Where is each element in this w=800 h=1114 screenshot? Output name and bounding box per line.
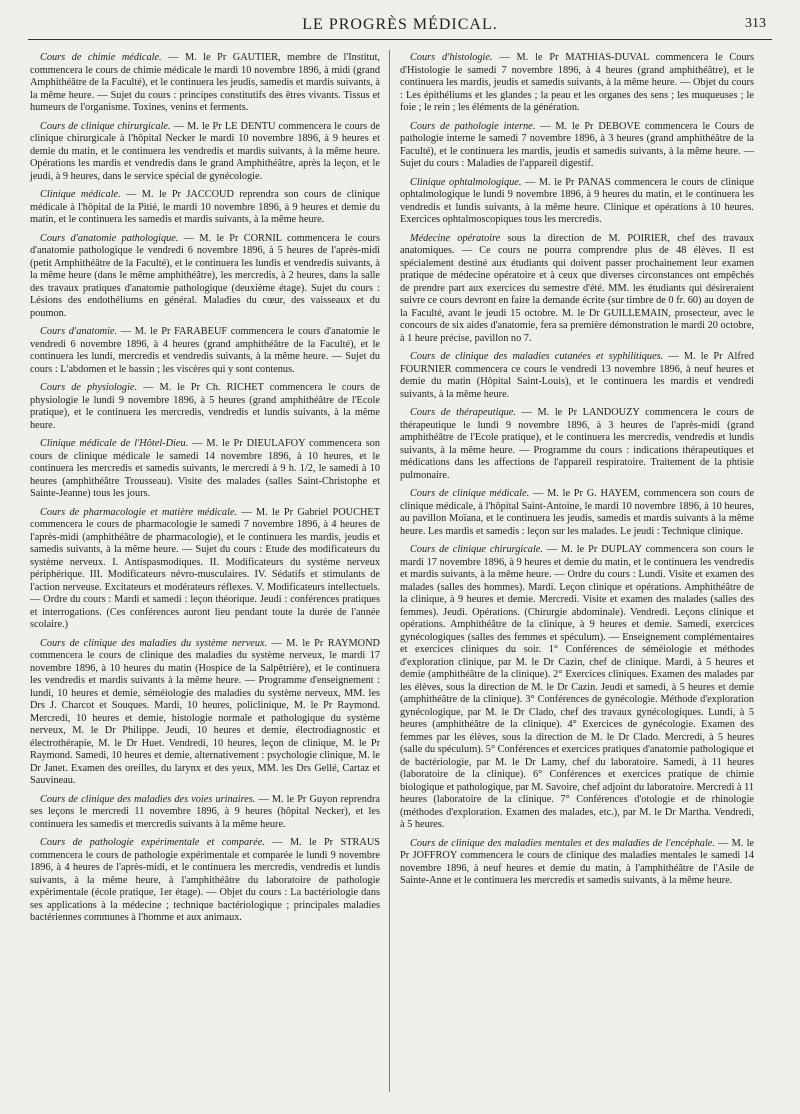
course-heading: Cours d'anatomie pathologique. <box>40 232 179 244</box>
course-notice <box>30 233 380 321</box>
course-body: — M. le Pr LANDOUZY commencera le cours de thérapeutique le lundi 9 novembre 1896, à 3 heures de l'après-midi (grand amphithéâtre de l'Ecole pratique), et le continuera les mercredis, vendredis et lundis suivants, à la même heure. — Programme du cours : indications thérapeutiques et médications dans les affections de l'appareil respiratoire. Traitement de la phtisie pulmonaire. <box>400 407 755 481</box>
course-body: — M. le Pr MATHIAS-DUVAL commencera le Cours d'Histologie le samedi 7 novembre 1896, à 4 heures (grand amphithéâtre), et le continuera les mardis, jeudis et samedis suivants, à la même heure. — Objet du cours : Les épithéliums et les glandes ; la peau et les organes des sens ; les muqueuses ; le foie ; le rein ; les éléments de la génération. <box>400 52 755 113</box>
course-heading: Cours de pharmacologie et matière médicale. <box>40 506 238 518</box>
course-body: — M. le Pr JOFFROY commencera le cours de clinique des maladies mentales le samedi 14 novembre 1896, à neuf heures et demie du matin, à l'amphithéâtre de l'Asile de Sainte-Anne et le continuera les mercredis et samedis suivants, à la même heure. <box>400 837 754 886</box>
course-body: — M. le Pr DEBOVE commencera le Cours de pathologie interne le samedi 7 novembre 1896, à 3 heures (grand amphithéâtre de la Faculté), et le continuera les mardis, jeudis et samedis suivants, à la même heure. — Sujet du cours : Maladies de l'appareil digestif. <box>400 120 755 169</box>
course-heading: Clinique médicale. <box>40 189 121 200</box>
course-notice <box>30 121 380 184</box>
course-body: — M. le Pr FARABEUF commencera le cours d'anatomie le vendredi 6 novembre 1896, à 4 heures (grand amphithéâtre de la Faculté), et le continuera les lundi, mercredis et vendredis suivants, à la même heure. — Sujet du cours : L'abdomen et le bassin ; les viscères qui y sont contenus. <box>30 326 380 375</box>
right-column <box>400 52 754 894</box>
course-body: — M. le Pr GAUTIER, membre de l'Institut, commencera le cours de chimie médicale le mardi 10 novembre 1896, à midi (grand Amphithéâtre de la Faculté), et le continuera les jeudis, samedis et mardis suivants, à la même heure. — Sujet du cours : principes constitutifs des êtres vivants. Tissus et humeurs de l'organisme. Toxines, venins et ferments. <box>30 52 381 113</box>
course-body: — M. le Pr DUPLAY commencera son cours le mardi 17 novembre 1896, à 9 heures et demie du matin, et le continuera les vendredis et mardis suivants, à la même heure. — Ordre du cours : Lundi. Visite et examen des malades (salles des hommes). Mardi. Leçon clinique et opérations. Amphithéâtre de la clinique, à 9 heures et demie. Mercredi. Visite et examen des malades (salles des femmes). Jeudi. Opérations. (Chirurgie abdominale). Vendredi. Leçons clinique et opérations. Amphithéâtre de la clinique, à 9 heures et demie. Samedi, exercices gynécologiques (salles des femmes et spéculum). — Enseignement complémentaires et exercices cliniques du soir. 1° Conférences de séméiologie et méthodes d'exploration clinique, par M. le Dr Cazin, chef de clinique. Mardi, à 5 heures et demie (amphithéâtre de la clinique). 2° Exercices cliniques. Examen des malades par les élèves, sous la direction de M. le Dr Cazin. Jeudi et samedi, à 5 heures et demie (amphithéâtre de la clinique). 3° Conférences de gynécologie. Méthode d'exploration gynécologique, par M. le Dr Clado, chef des travaux gynécologiques. Lundi, à 5 heures (amphithéâtre de la clinique). 4° Exercices de gynécologie. Examen des femmes par les élèves, sous la direction de M. le Dr Clado. Mercredi, à 5 heures (salle du spéculum). 5° Conférences et exercices pratiques d'anatomie pathologique et de bactériologie, par M. le Dr Lamy, chef du laboratoire. Samedi, à 11 heures (laboratoire de la clinique). 6° Conférences et exercices pratique de chimie biologique et pathologique, par M. Savoire, chef adjoint du laboratoire. Mercredi à 11 heures (laboratoire de la clinique. 7° Conférences d'otologie et de rhinologie (méthodes d'exploration. Examen des malades, etc.), par M. le Dr Martha. Vendredi, à 5 heures. <box>400 544 754 830</box>
course-heading: Cours de pathologie interne. <box>410 120 536 132</box>
course-body: — M. le Pr PANAS commencera le cours de clinique ophtalmologique le lundi 9 novembre 1896, à 9 heures du matin, et le continuera les vendredis et lundis suivants, à la même heure. Clinique et opérations à 10 heures. Exercices ophtalmoscopiques tous les mercredis. <box>400 176 754 225</box>
course-heading: Clinique médicale de l'Hôtel-Dieu. <box>40 438 189 449</box>
course-notice <box>400 52 754 115</box>
course-notice <box>400 488 754 538</box>
course-heading: Cours de chimie médicale. <box>40 52 162 63</box>
column-divider <box>389 50 390 1092</box>
course-notice <box>400 407 754 482</box>
course-heading: Cours de physiologie. <box>40 382 138 393</box>
course-heading: Cours de clinique chirurgicale. <box>410 544 543 555</box>
course-notice <box>30 507 380 632</box>
course-notice <box>400 121 754 171</box>
course-body: sous la direction de M. POIRIER, chef des travaux anatomiques. — Ce cours ne pourra comprendre plus de 48 élèves. Il est spécialement destiné aux étudiants qui doivent passer prochainement leur examen pratique de médecine opératoire et à ceux que diverses circonstances ont empêchés de prendre part aux exercices du semestre d'été. MM. les étudiants qui désireraient suivre ce cours devront en faire la demande écrite (sur timbre de 0 fr. 60) au doyen de la Faculté, avant le jeudi 15 octobre. M. le Dr GUILLEMAIN, prosecteur, avec le concours de six aides d'anatomie, fera sa première démonstration le mardi 20 octobre, à 1 heure précise, pavillon no 7. <box>400 232 754 344</box>
course-heading: Cours de clinique des maladies mentales et des maladies de l'encéphale. <box>410 837 715 849</box>
course-notice <box>30 189 380 227</box>
course-notice <box>400 351 754 401</box>
course-notice <box>30 326 380 376</box>
journal-title: LE PROGRÈS MÉDICAL. <box>302 16 498 33</box>
course-heading: Cours de thérapeutique. <box>410 407 516 418</box>
page-number: 313 <box>745 16 766 31</box>
course-heading: Cours de clinique médicale. <box>410 488 530 499</box>
course-heading: Cours de pathologie expérimentale et comparée. <box>40 837 265 848</box>
course-heading: Cours de clinique des maladies cutanées et syphilitiques. <box>410 351 664 362</box>
course-heading: Médecine opératoire <box>410 232 501 244</box>
header-rule <box>28 39 772 40</box>
course-body: — M. le Pr G. HAYEM, commencera son cours de clinique médicale, à l'hôpital Saint-Antoine, le mardi 10 novembre 1896, à 10 heures, au pavillon Moïana, et le continuera les jeudis, samedis et mardis suivants à la même heure. Les mardis et samedis : leçon sur les malades. Le jeudi : Technique clinique. <box>400 488 755 537</box>
course-body: — M. le Pr RAYMOND commencera le cours de clinique des maladies du système nerveux, le mardi 17 novembre 1896, à 10 heures du matin (Hospice de la Salpêtrière), et le continuera les vendredis et mardis suivants à la même heure. — Programme d'enseignement : lundi, 10 heures et demie, séméiologie des maladies du système nerveux, MM. les Drs J. Charcot et Souques. Mardi, 10 heures, policlinique, M. le Pr Raymond. Mercredi, 10 heures et demie, histologie normale et pathologique du système nerveux, M. le Dr Philippe. Jeudi, 10 heures et demie, électrodiagnostic et électrothérapie, M. le Dr Huet. Vendredi, 10 heures, leçon de clinique, M. le Pr Raymond. Samedi, 10 heures et demie, alternativement : psychologie clinique, M. le Dr Janet. Examen des oreilles, du larynx et des yeux, MM. les Drs Gellé, Cartaz et Sauvineau. <box>30 637 380 786</box>
course-body: — M. le Pr Alfred FOURNIER commencera ce cours le vendredi 13 novembre 1896, à neuf heures et demie du matin (Hôpital Saint-Louis), et le continuera les mardis et vendredi suivants, à la même heure. <box>400 351 754 400</box>
course-notice <box>30 638 380 788</box>
course-notice <box>30 794 380 832</box>
course-body: — M. le Pr Gabriel POUCHET commencera le cours de pharmacologie le samedi 7 novembre 1896, à 4 heures de l'après-midi (amphithéâtre de pharmacologie), et le continuera les mardis, jeudis et samedis suivants, à la même heure. — Sujet du cours : Etude des modificateurs du système nerveux. I. Antispasmodiques. II. Modificateurs du système nerveux périphérique. III. Modificateurs névro-musculaires. IV. Sédatifs et stimulants de l'action nerveuse. Excitateurs et modérateurs réflexes. V. Modificateurs intellectuels. — Ordre du cours : Mardi et samedi : leçon théorique. Jeudi : conférences pratiques et interrogations. (Ces conférences auront lieu pendant toute la durée de l'année scolaire.) <box>30 506 380 630</box>
course-notice <box>400 544 754 832</box>
page-header <box>28 16 772 38</box>
course-heading: Clinique ophtalmologique. <box>410 176 522 188</box>
course-notice <box>400 177 754 227</box>
course-notice <box>30 382 380 432</box>
course-heading: Cours de clinique des maladies du système nerveux. <box>40 637 268 649</box>
course-body: — M. le Pr DIEULAFOY commencera son cours de clinique médicale le samedi 14 novembre 1896, à 10 heures, et le continuera les mercredis et samedis suivants, le mercredi à 9 h. 1/2, le samedi à 10 heures (amphithéâtre Trousseau). Visite des malades (salles Saint-Christophe et Sainte-Jeanne) tous les jours. <box>30 438 380 499</box>
course-heading: Cours d'histologie. <box>410 52 493 63</box>
course-body: — M. le Pr CORNIL commencera le cours d'anatomie pathologique le vendredi 6 novembre 1896, à 5 heures de l'après-midi (petit Amphithéâtre de la Faculté), et le continuera les lundis et vendredis suivants, à la même heure (dans le même amphithéâtre), les mercredis, à 2 heures, dans la salle des travaux pratiques d'anatomie pathologique (deuxième étage). Sujet du cours : Lésions des endothéliums en général. Maladies du cœur, des vaisseaux et du poumon. <box>30 232 380 319</box>
course-body: — M. le Pr JACCOUD reprendra son cours de clinique médicale à l'hôpital de la Pitié, le mardi 10 novembre 1896, à 9 heures et demie du matin, et le continuera les samedis et mardis suivants, à la même heure. <box>30 189 381 225</box>
course-heading: Cours de clinique des maladies des voies urinaires. <box>40 793 256 805</box>
course-notice <box>30 837 380 925</box>
course-body: — M. le Pr STRAUS commencera le cours de pathologie expérimentale et comparée le lundi 9 novembre 1896, à 4 heures de l'après-midi, et le continuera les mercredis, vendredis et lundis suivants, à la même heure, à l'amphithéâtre du laboratoire de pathologie expérimentale (école pratique, 1er étage). — Objet du cours : La bactériologie dans ses applications à la médecine ; technique bactériologique ; principales maladies bactériennes communes à l'homme et aux animaux. <box>30 837 380 923</box>
course-notice <box>30 438 380 501</box>
course-notice <box>400 233 754 346</box>
course-heading: Cours de clinique chirurgicale. <box>40 120 171 132</box>
course-body: — M. le Pr Ch. RICHET commencera le cours de physiologie le lundi 9 novembre 1896, à 5 heures (grand amphithéâtre de l'Ecole pratique), et le continuera les mercredis, vendredis et lundis suivants, à la même heure. <box>30 382 380 431</box>
course-heading: Cours d'anatomie. <box>40 326 118 337</box>
course-body: — M. le Pr Guyon reprendra ses leçons le mercredi 11 novembre 1896, à 9 heures (hôpital Necker), et les continuera les samedis et mercredis suivants à la même heure. <box>30 793 380 830</box>
course-notice <box>30 52 380 115</box>
left-column <box>30 52 380 931</box>
course-notice <box>400 838 754 888</box>
course-body: — M. le Pr LE DENTU commencera le cours de clinique chirurgicale à l'hôpital Necker le mardi 10 novembre 1896, à 9 heures et demie du matin, et le continuera les vendredis et mardis suivants, à la même heure. Opérations les mardis et vendredis dans le grand Amphithéâtre, après la leçon, et le jeudi, à 9 heures, dans le service spécial de gynécologie. <box>30 120 380 182</box>
